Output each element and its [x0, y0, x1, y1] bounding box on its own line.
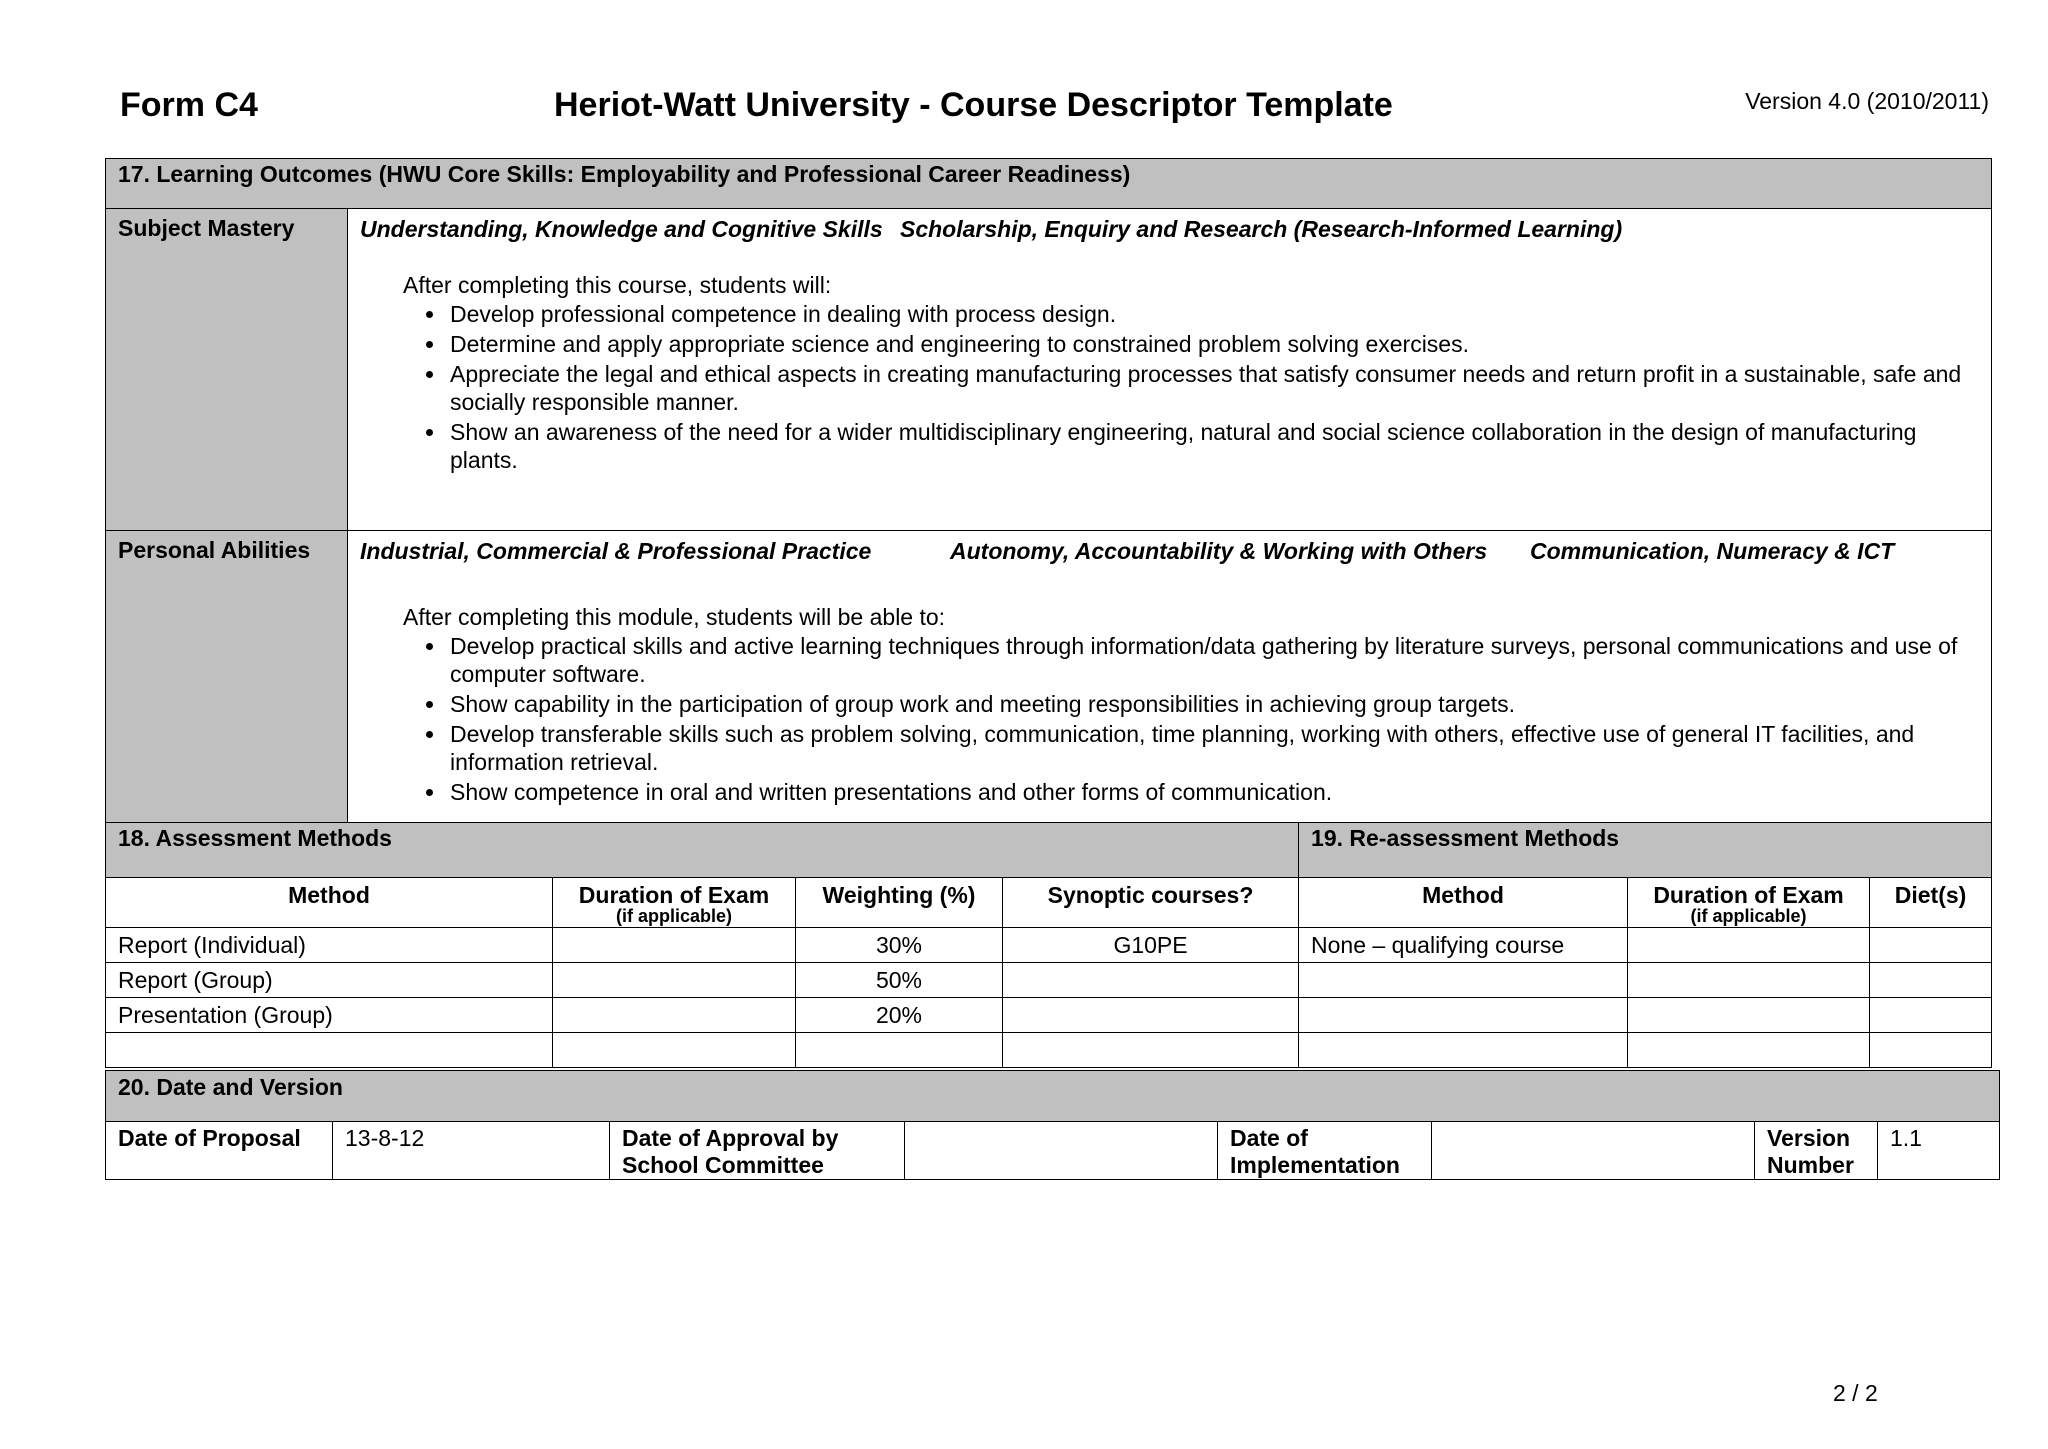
- version-number-value: 1.1: [1878, 1122, 2000, 1180]
- cell-duration: [553, 963, 796, 998]
- cell-diet: [1870, 998, 1992, 1033]
- list-item: • Develop professional competence in dealing with process design.: [447, 300, 1979, 328]
- table-row: [106, 1033, 1992, 1068]
- list-item: • Show competence in oral and written presentations and other forms of communication.: [447, 778, 1979, 806]
- category-industrial: Industrial, Commercial & Professional Practice: [360, 538, 872, 564]
- personal-abilities-label: Personal Abilities: [106, 531, 348, 827]
- col-synoptic: Synoptic courses?: [1003, 878, 1299, 928]
- learning-outcomes-table: [105, 158, 1992, 827]
- form-id: Form C4: [120, 86, 258, 124]
- col-duration-sub: (if applicable): [615, 906, 732, 926]
- page-number: 2 / 2: [1833, 1380, 1878, 1406]
- personal-abilities-content: [348, 531, 1992, 827]
- table-row: [106, 963, 1992, 998]
- subject-mastery-label: Subject Mastery: [106, 209, 348, 531]
- personal-abilities-list: [360, 632, 1979, 806]
- cell-synoptic: [1003, 998, 1299, 1033]
- cell-duration: [553, 998, 796, 1033]
- cell-reassess-duration: [1628, 928, 1870, 963]
- cell-method: Report (Individual): [106, 928, 553, 963]
- list-item: • Determine and apply appropriate science and engineering to constrained problem solving exercises.: [447, 330, 1979, 358]
- subject-mastery-list: [360, 300, 1979, 474]
- date-of-implementation-value: [1432, 1122, 1755, 1180]
- cell-reassess-method: [1299, 963, 1628, 998]
- cell-method: Presentation (Group): [106, 998, 553, 1033]
- table-row: [106, 928, 1992, 963]
- section-18-heading: 18. Assessment Methods: [106, 823, 1299, 878]
- col-reassess-duration-label: Duration of Exam: [1653, 882, 1844, 908]
- subject-mastery-intro: After completing this course, students will:: [403, 272, 832, 298]
- cell-diet: [1870, 963, 1992, 998]
- list-item: • Develop practical skills and active learning techniques through information/data gathering by literature surveys, personal communications and use of computer software.: [447, 632, 1979, 688]
- date-of-approval-label: Date of Approval by School Committee: [610, 1122, 905, 1180]
- category-autonomy: Autonomy, Accountability & Working with Others: [950, 538, 1488, 564]
- cell-diet: [1870, 928, 1992, 963]
- date-of-proposal-label: Date of Proposal: [106, 1122, 333, 1180]
- cell-weighting: 30%: [796, 928, 1003, 963]
- date-of-approval-value: [905, 1122, 1218, 1180]
- col-duration: [553, 878, 796, 928]
- cell-reassess-duration: [1628, 998, 1870, 1033]
- cell-duration: [553, 1033, 796, 1068]
- cell-weighting: 50%: [796, 963, 1003, 998]
- col-method: Method: [106, 878, 553, 928]
- category-scholarship: Scholarship, Enquiry and Research (Research-Informed Learning): [900, 216, 1623, 242]
- template-version: Version 4.0 (2010/2011): [1745, 88, 1989, 114]
- cell-weighting: [796, 1033, 1003, 1068]
- cell-reassess-method: None – qualifying course: [1299, 928, 1628, 963]
- cell-reassess-duration: [1628, 1033, 1870, 1068]
- cell-reassess-duration: [1628, 963, 1870, 998]
- col-reassess-duration: [1628, 878, 1870, 928]
- section-19-heading: 19. Re-assessment Methods: [1299, 823, 1992, 878]
- cell-method: [106, 1033, 553, 1068]
- list-item: • Show an awareness of the need for a wider multidisciplinary engineering, natural and social science collaboration in the design of manufacturing plants.: [447, 418, 1979, 474]
- date-of-proposal-value: 13-8-12: [333, 1122, 610, 1180]
- version-number-label: Version Number: [1755, 1122, 1878, 1180]
- category-communication: Communication, Numeracy & ICT: [1530, 538, 1895, 564]
- col-reassess-duration-sub: (if applicable): [1690, 906, 1807, 926]
- date-version-table: [105, 1070, 2000, 1180]
- col-diet: Diet(s): [1870, 878, 1992, 928]
- list-item: • Appreciate the legal and ethical aspects in creating manufacturing processes that satisfy consumer needs and return profit in a sustainable, safe and socially responsible manner.: [447, 360, 1979, 416]
- cell-weighting: 20%: [796, 998, 1003, 1033]
- cell-method: Report (Group): [106, 963, 553, 998]
- col-duration-label: Duration of Exam: [578, 882, 770, 908]
- list-item: • Develop transferable skills such as problem solving, communication, time planning, working with others, effective use of general IT facilities, and information retrieval.: [447, 720, 1979, 776]
- cell-reassess-method: [1299, 1033, 1628, 1068]
- table-row: [106, 998, 1992, 1033]
- cell-synoptic: G10PE: [1003, 928, 1299, 963]
- cell-synoptic: [1003, 1033, 1299, 1068]
- subject-mastery-content: [348, 209, 1992, 531]
- cell-duration: [553, 928, 796, 963]
- category-understanding: Understanding, Knowledge and Cognitive Skills: [360, 216, 883, 242]
- col-reassess-method: Method: [1299, 878, 1628, 928]
- cell-diet: [1870, 1033, 1992, 1068]
- section-17-heading: 17. Learning Outcomes (HWU Core Skills: Employability and Professional Career Readiness): [106, 159, 1992, 209]
- personal-abilities-intro: After completing this module, students will be able to:: [403, 604, 946, 630]
- col-weighting: Weighting (%): [796, 878, 1003, 928]
- document-title: Heriot-Watt University - Course Descriptor Template: [554, 86, 1393, 124]
- cell-synoptic: [1003, 963, 1299, 998]
- section-20-heading: 20. Date and Version: [106, 1071, 2000, 1122]
- assessment-table: [105, 822, 1992, 1068]
- list-item: • Show capability in the participation of group work and meeting responsibilities in achieving group targets.: [447, 690, 1979, 718]
- date-of-implementation-label: Date of Implementation: [1218, 1122, 1432, 1180]
- cell-reassess-method: [1299, 998, 1628, 1033]
